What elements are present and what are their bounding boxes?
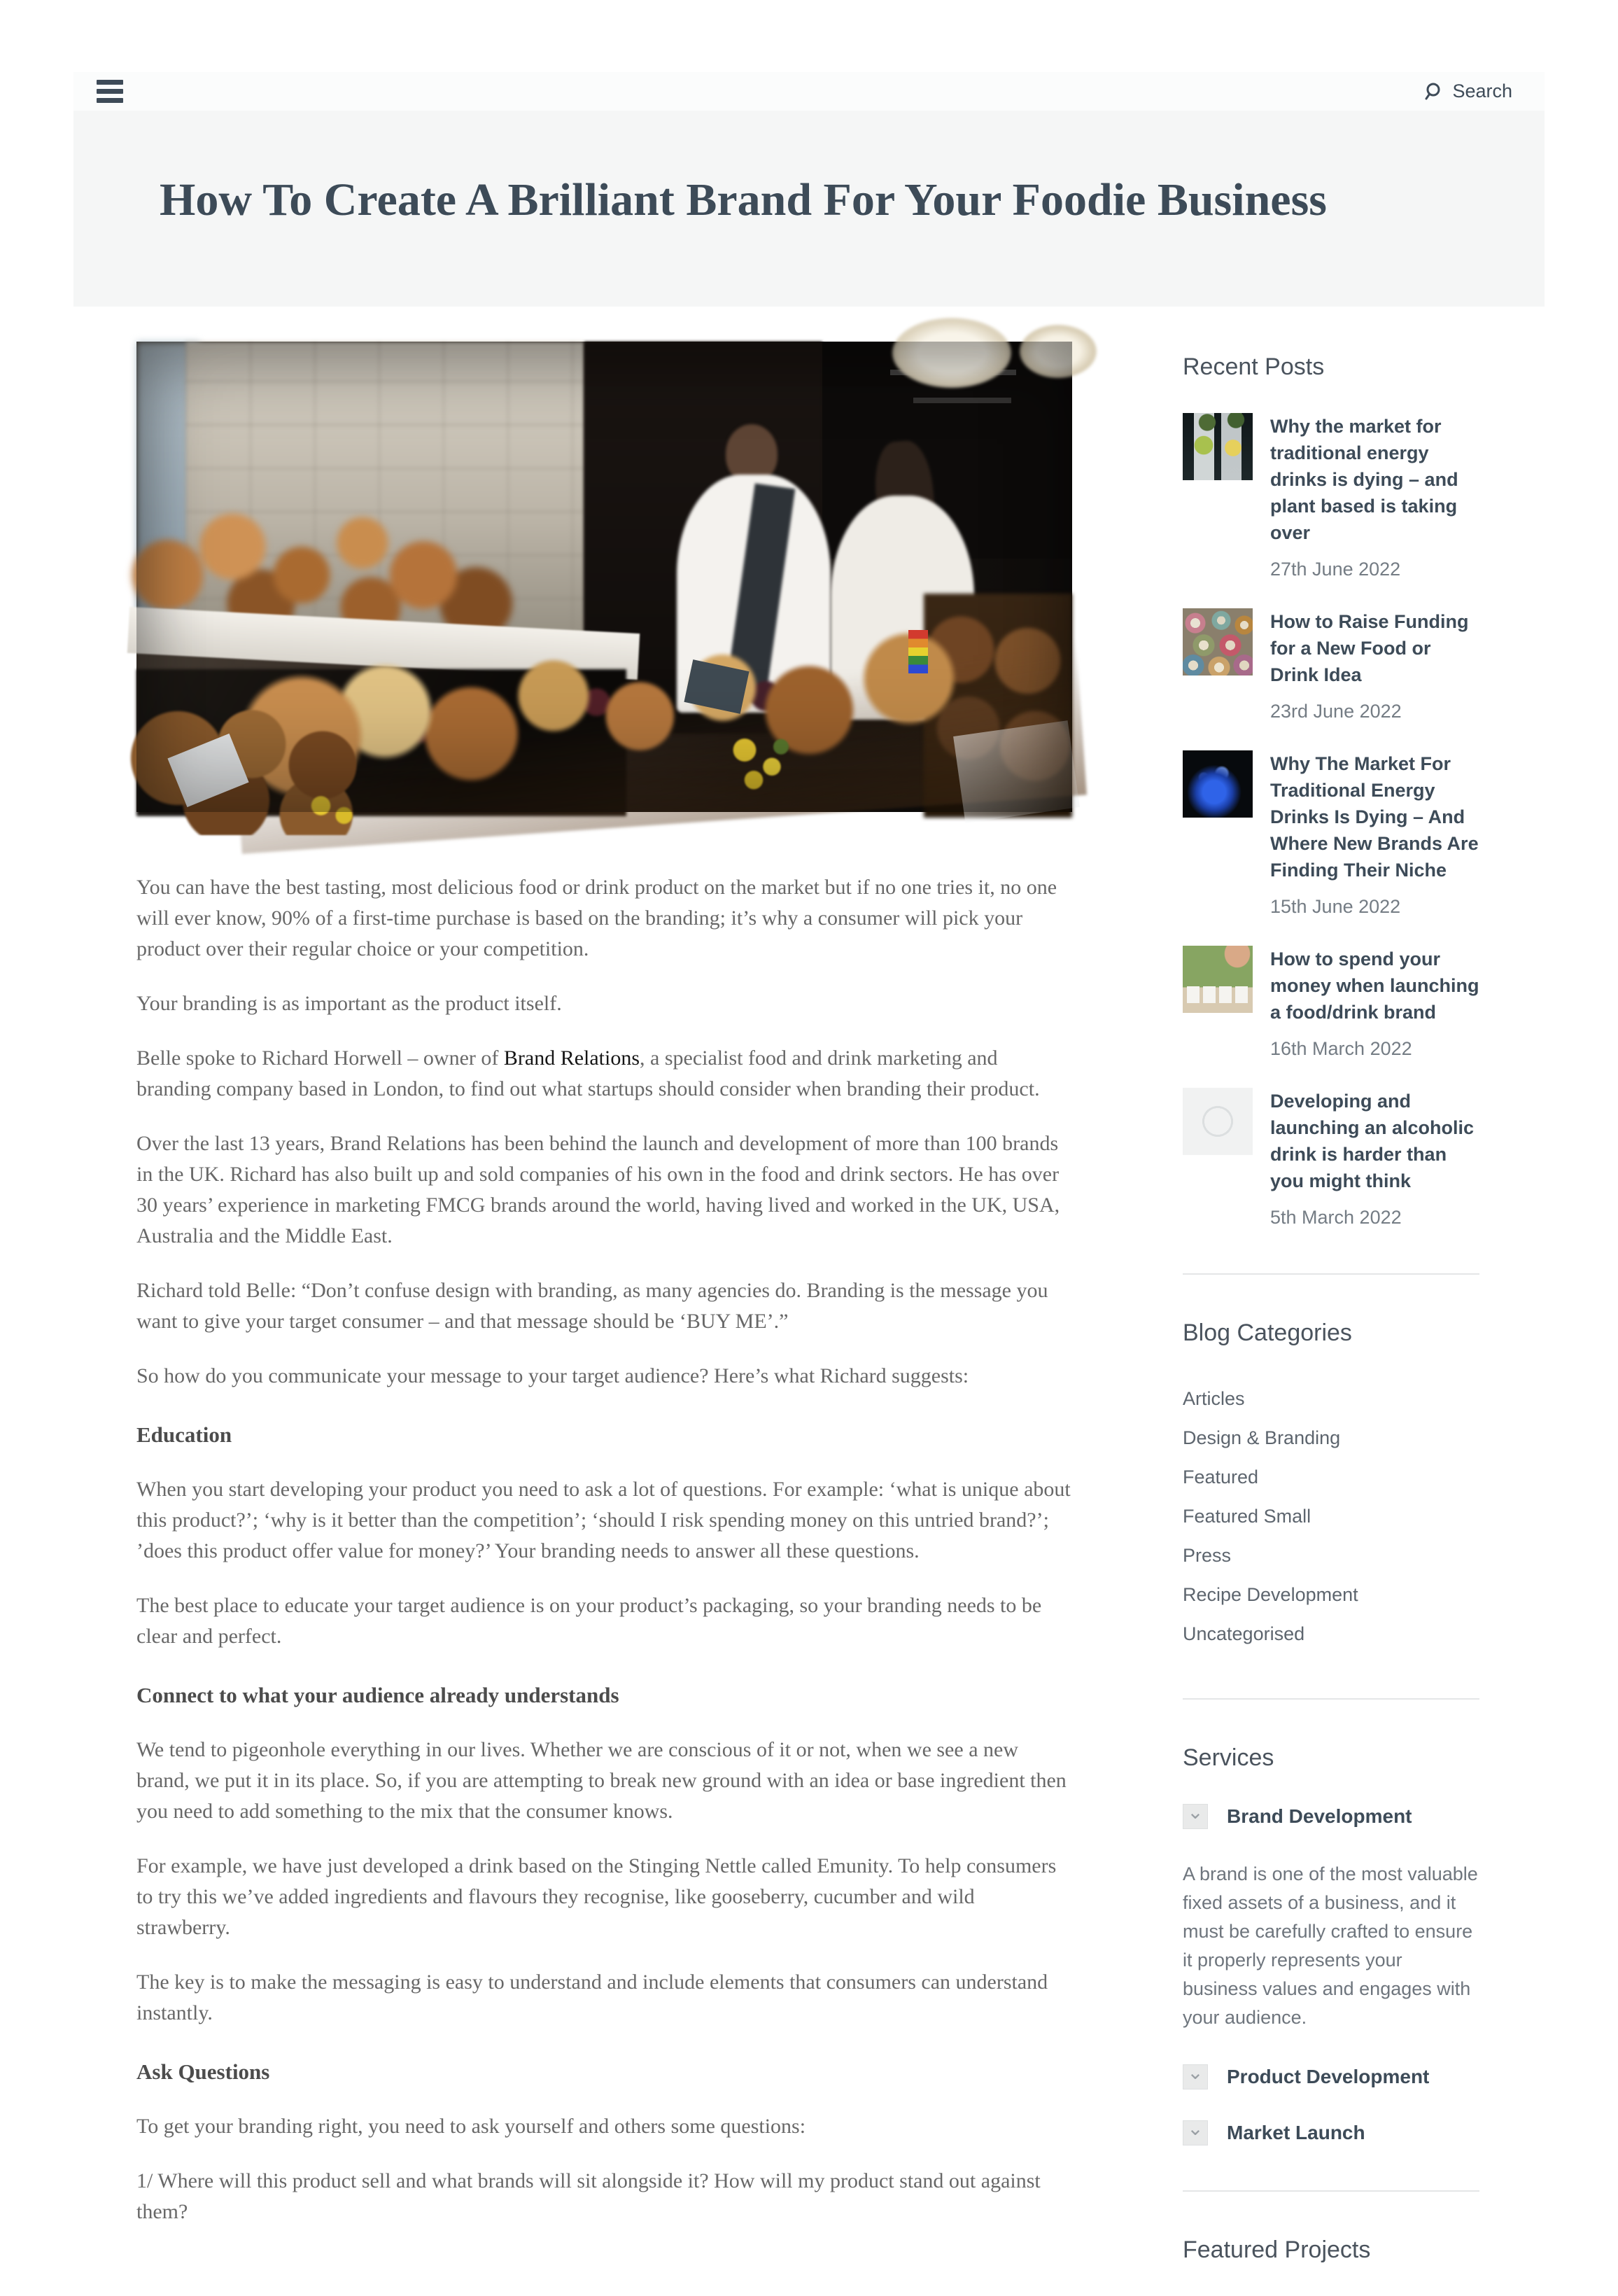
chevron-glyph: ⌄	[1187, 2118, 1204, 2139]
chevron-down-icon	[1183, 2120, 1208, 2146]
sidebar-divider	[1183, 1273, 1479, 1275]
post-date: 27th June 2022	[1270, 559, 1401, 580]
category-link-press[interactable]: Press	[1183, 1545, 1232, 1566]
service-accordion-market-launch[interactable]	[1183, 2120, 1479, 2146]
post-date: 23rd June 2022	[1270, 701, 1402, 722]
category-link-uncategorised[interactable]: Uncategorised	[1183, 1623, 1305, 1644]
page-card	[73, 72, 1545, 2296]
brand-relations-link[interactable]: Brand Relations	[503, 1046, 640, 1070]
recent-post-item[interactable]	[1183, 750, 1479, 918]
article-subheading: Education	[136, 1422, 232, 1447]
article-paragraph: 1/ Where will this product sell and what brands will sit alongside it? How will my product stand out against them?	[136, 2169, 1041, 2223]
menu-button[interactable]	[97, 80, 123, 103]
article-paragraph: Richard told Belle: “Don’t confuse design with branding, as many agencies do. Branding is the message you want to give your target consumer – and that message should be ‘BUY ME’.”	[136, 1279, 1048, 1333]
article	[136, 342, 1072, 2227]
article-column	[136, 342, 1072, 2251]
post-date: 5th March 2022	[1270, 1207, 1402, 1228]
article-subheading: Connect to what your audience already understands	[136, 1683, 619, 1707]
post-title-link[interactable]: Why the market for traditional energy drinks is dying – and plant based is taking over	[1270, 416, 1458, 543]
article-paragraph: The key is to make the messaging is easy to understand and include elements that consumers can understand instantly.	[136, 1970, 1048, 2024]
hero-vignette-layer	[136, 342, 1072, 812]
page-title: How To Create A Brilliant Brand For Your Foodie Business	[160, 174, 1327, 225]
chevron-down-icon	[1183, 1801, 1208, 1829]
main-area	[73, 307, 1545, 2296]
post-thumbnail-banknotes	[1183, 608, 1253, 676]
article-paragraph: You can have the best tasting, most delicious food or drink product on the market but if no one tries it, no one will ever know, 90% of a first-time purchase is based on the branding; it’s why a consumer will pick your product over their regular choice or your competition.	[136, 876, 1057, 960]
sidebar-divider	[1183, 2190, 1479, 2192]
article-paragraph	[136, 1043, 1072, 1105]
sidebar-divider	[1183, 1698, 1479, 1700]
post-thumbnail-placeholder	[1183, 1088, 1253, 1155]
service-accordion-brand-development[interactable]	[1183, 1801, 1479, 1829]
recent-post-item[interactable]	[1183, 608, 1479, 722]
recent-post-item[interactable]	[1183, 413, 1479, 580]
article-paragraph: To get your branding right, you need to ask yourself and others some questions:	[136, 2115, 806, 2138]
masthead	[73, 111, 1545, 307]
article-paragraph: Your branding is as important as the product itself.	[136, 992, 562, 1015]
service-label: Market Launch	[1227, 2122, 1365, 2143]
article-paragraph: Over the last 13 years, Brand Relations has been behind the launch and development of more than 100 brands in the UK. Richard has also built up and sold companies of his own in the food and drink sectors. He has over 30 years’ experience in marketing FMCG brands around the world, having lived and worked in the UK, USA, Australia and the Middle East.	[136, 1132, 1060, 1247]
search-button[interactable]	[1424, 80, 1512, 102]
post-thumbnail-cost-dice	[1183, 946, 1253, 1013]
menu-icon-bar	[97, 98, 123, 103]
post-date: 16th March 2022	[1270, 1038, 1412, 1059]
search-label: Search	[1452, 80, 1512, 102]
post-date: 15th June 2022	[1270, 896, 1401, 917]
service-description: A brand is one of the most valuable fixed assets of a business, and it must be carefully crafted to ensure it properly represents your business values and engages with your audience.	[1183, 1863, 1478, 2028]
category-link-recipe-development[interactable]: Recipe Development	[1183, 1584, 1358, 1605]
article-paragraph: The best place to educate your target audience is on your product’s packaging, so your branding needs to be clear and perfect.	[136, 1594, 1042, 1648]
article-paragraph: We tend to pigeonhole everything in our lives. Whether we are conscious of it or not, when we see a new brand, we put it in its place. So, if you are attempting to break new ground with an idea or base ingredient then you need to add something to the mix that the consumer knows.	[136, 1738, 1067, 1823]
menu-icon-bar	[97, 89, 123, 94]
service-label: Product Development	[1227, 2066, 1430, 2087]
post-text	[1270, 750, 1479, 918]
article-subheading: Ask Questions	[136, 2059, 270, 2084]
post-thumbnail-energy-drinks	[1183, 413, 1253, 480]
featured-projects-heading: Featured Projects	[1183, 2236, 1371, 2263]
post-thumbnail-blue-splash	[1183, 750, 1253, 818]
recent-posts-heading: Recent Posts	[1183, 354, 1325, 380]
paragraph-text: , a specialist food and drink marketing and branding company based in London, to find out what startups should consider when branding their product.	[136, 1046, 1040, 1100]
category-link-articles[interactable]: Articles	[1183, 1388, 1245, 1409]
category-link-design-branding[interactable]: Design & Branding	[1183, 1427, 1341, 1448]
paragraph-text: Belle spoke to Richard Horwell – owner of	[136, 1046, 504, 1070]
service-label: Brand Development	[1227, 1805, 1412, 1827]
post-title-link[interactable]: Developing and launching an alcoholic drink is harder than you might think	[1270, 1091, 1475, 1191]
recent-post-item[interactable]	[1183, 1088, 1479, 1228]
post-title-link[interactable]: How to spend your money when launching a food/drink brand	[1270, 948, 1479, 1023]
service-accordion-product-development[interactable]	[1183, 2064, 1479, 2090]
article-paragraph: When you start developing your product you need to ask a lot of questions. For example: ‘what is unique about this product?’; ‘why is it better than the competition’; ‘should I risk spending money on this untried brand?’; ’does this product offer value for money?’ Your branding needs to answer all these questions.	[136, 1478, 1071, 1562]
category-list	[1183, 1379, 1479, 1653]
post-title-link[interactable]: Why The Market For Traditional Energy Drinks Is Dying – And Where New Brands Are Finding Their Niche	[1270, 753, 1479, 881]
category-link-featured-small[interactable]: Featured Small	[1183, 1506, 1311, 1527]
article-paragraph: So how do you communicate your message to your target audience? Here’s what Richard suggests:	[136, 1364, 969, 1387]
category-link-featured[interactable]: Featured	[1183, 1466, 1259, 1488]
blog-categories-heading: Blog Categories	[1183, 1320, 1352, 1346]
post-text	[1270, 1088, 1479, 1228]
recent-post-item[interactable]	[1183, 946, 1479, 1060]
post-text	[1270, 413, 1479, 580]
sidebar	[1183, 354, 1479, 2296]
menu-icon-bar	[97, 80, 123, 85]
post-text	[1270, 946, 1479, 1060]
services-heading: Services	[1183, 1744, 1274, 1771]
chevron-glyph: ⌄	[1187, 2062, 1204, 2083]
search-icon	[1424, 81, 1445, 102]
chevron-down-icon	[1183, 2064, 1208, 2090]
top-bar	[73, 72, 1545, 111]
article-hero-image	[136, 342, 1072, 812]
chevron-glyph: ⌄	[1187, 1801, 1204, 1823]
post-text	[1270, 608, 1479, 722]
post-title-link[interactable]: How to Raise Funding for a New Food or Drink Idea	[1270, 611, 1469, 685]
article-paragraph: For example, we have just developed a drink based on the Stinging Nettle called Emunity. To help consumers to try this we’ve added ingredients and flavours they recognise, like gooseberry, cucumber and wild strawberry.	[136, 1854, 1057, 1939]
